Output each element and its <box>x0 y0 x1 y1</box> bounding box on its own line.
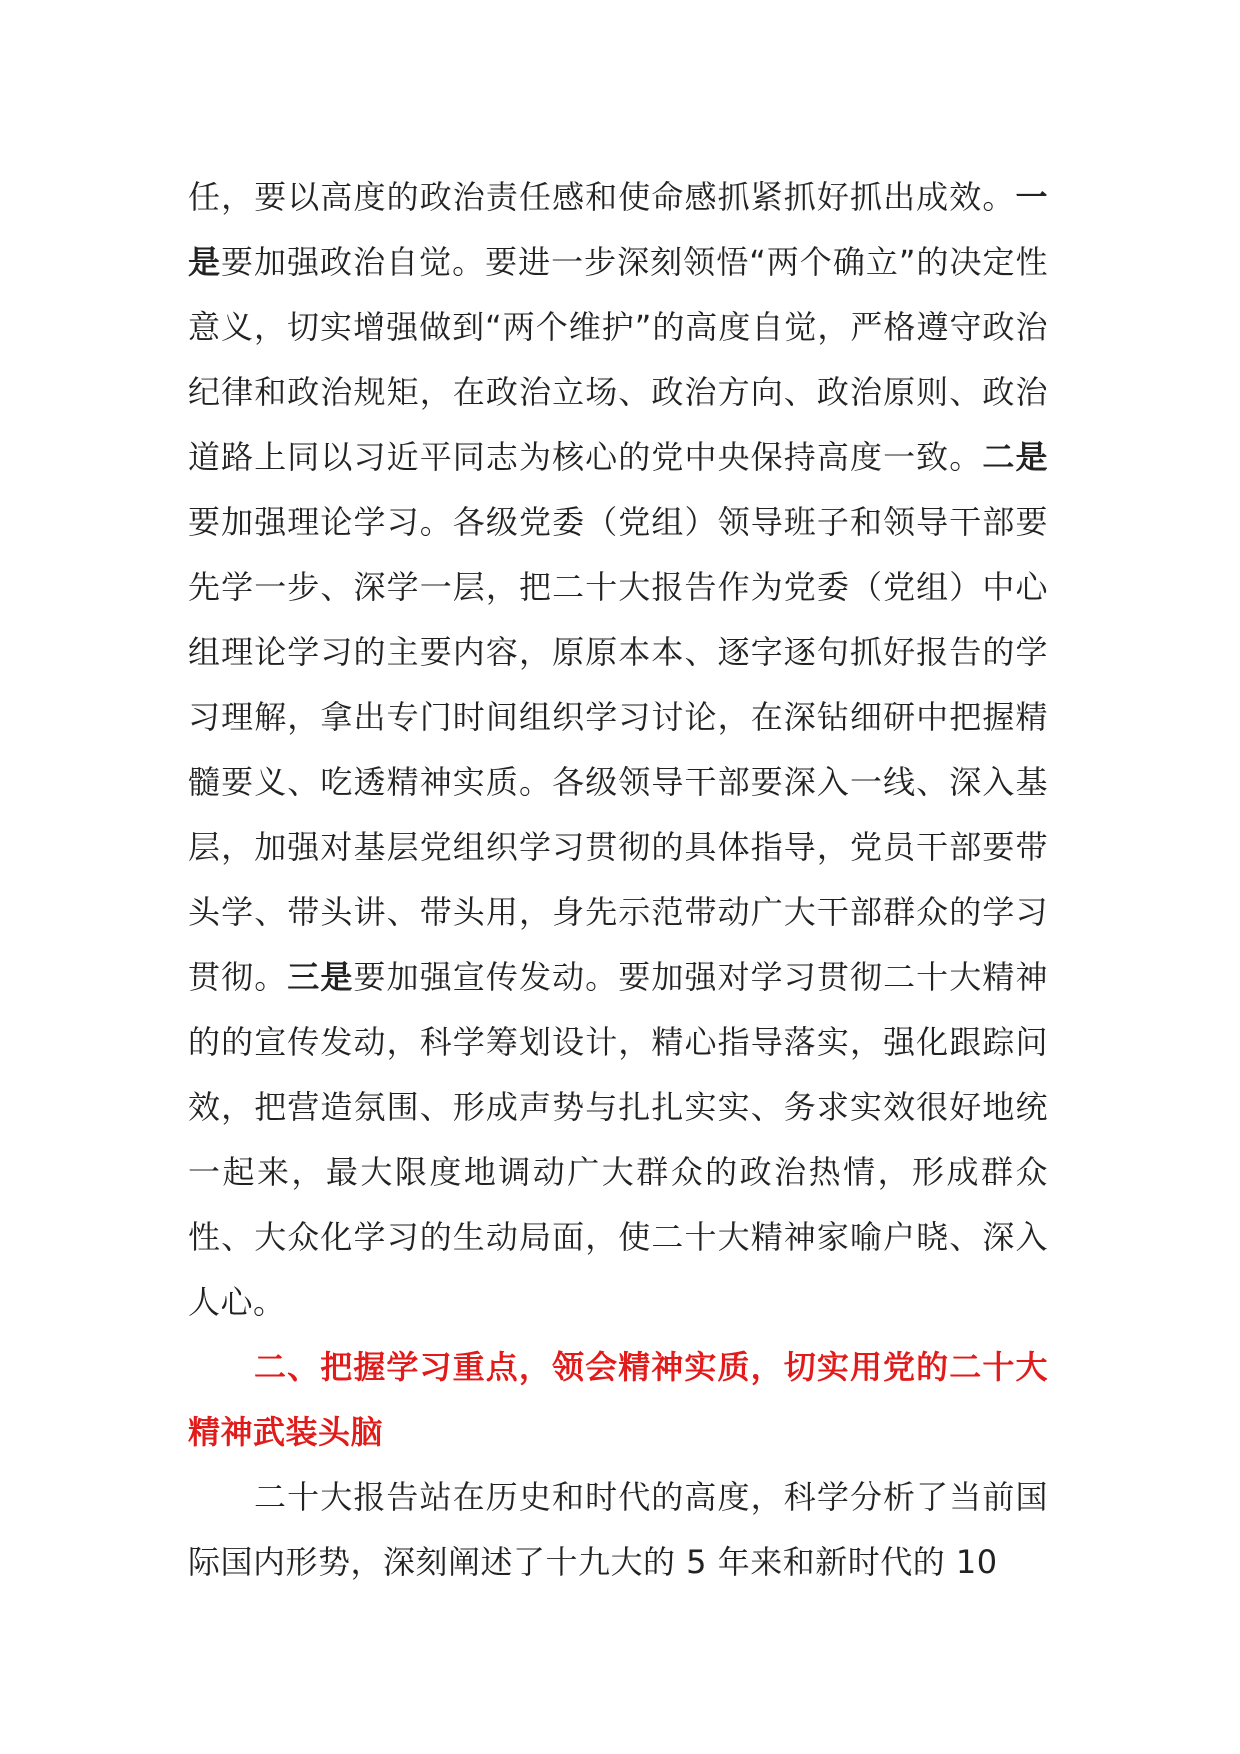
paragraph-text: 任，要以高度的政治责任感和使命感抓紧抓好抓出成效。 <box>188 178 1016 216</box>
paragraph-text: 要加强宣传发动。要加强对学习贯彻二十大精神的的宣传发动，科学筹划设计，精心指导落实，强化跟踪问效，把营造氛围、形成声势与扎扎实实、务求实效很好地统一起来，最大限度地调动广大群众的政治热情，形成群众性、大众化学习的生动局面，使二十大精神家喻户晓、深入人心。 <box>188 958 1048 1321</box>
document-body <box>188 165 1048 1595</box>
point-lead-three: 三是 <box>287 958 354 996</box>
paragraph-text: 要加强理论学习。各级党委（党组）领导班子和领导干部要先学一步、深学一层，把二十大报告作为党委（党组）中心组理论学习的主要内容，原原本本、逐字逐句抓好报告的学习理解，拿出专门时间组织学习讨论，在深钻细研中把握精髓要义、吃透精神实质。各级领导干部要深入一线、深入基层，加强对基层党组织学习贯彻的具体指导，党员干部要带头学、带头讲、带头用，身先示范带动广大干部群众的学习贯彻。 <box>188 503 1048 996</box>
paragraph-text: 要加强政治自觉。要进一步深刻领悟“两个确立”的决定性意义，切实增强做到“两个维护”的高度自觉，严格遵守政治纪律和政治规矩，在政治立场、政治方向、政治原则、政治道路上同以习近平同志为核心的党中央保持高度一致。 <box>188 243 1048 476</box>
point-lead-two: 二是 <box>982 438 1048 476</box>
point-lead-one: 一是 <box>188 178 1048 281</box>
body-paragraph: 二十大报告站在历史和时代的高度，科学分析了当前国际国内形势，深刻阐述了十九大的 5 年来和新时代的 10 <box>188 1478 1048 1581</box>
section-heading: 二、把握学习重点，领会精神实质，切实用党的二十大精神武装头脑 <box>188 1348 1048 1451</box>
body-paragraph <box>188 165 1048 1335</box>
